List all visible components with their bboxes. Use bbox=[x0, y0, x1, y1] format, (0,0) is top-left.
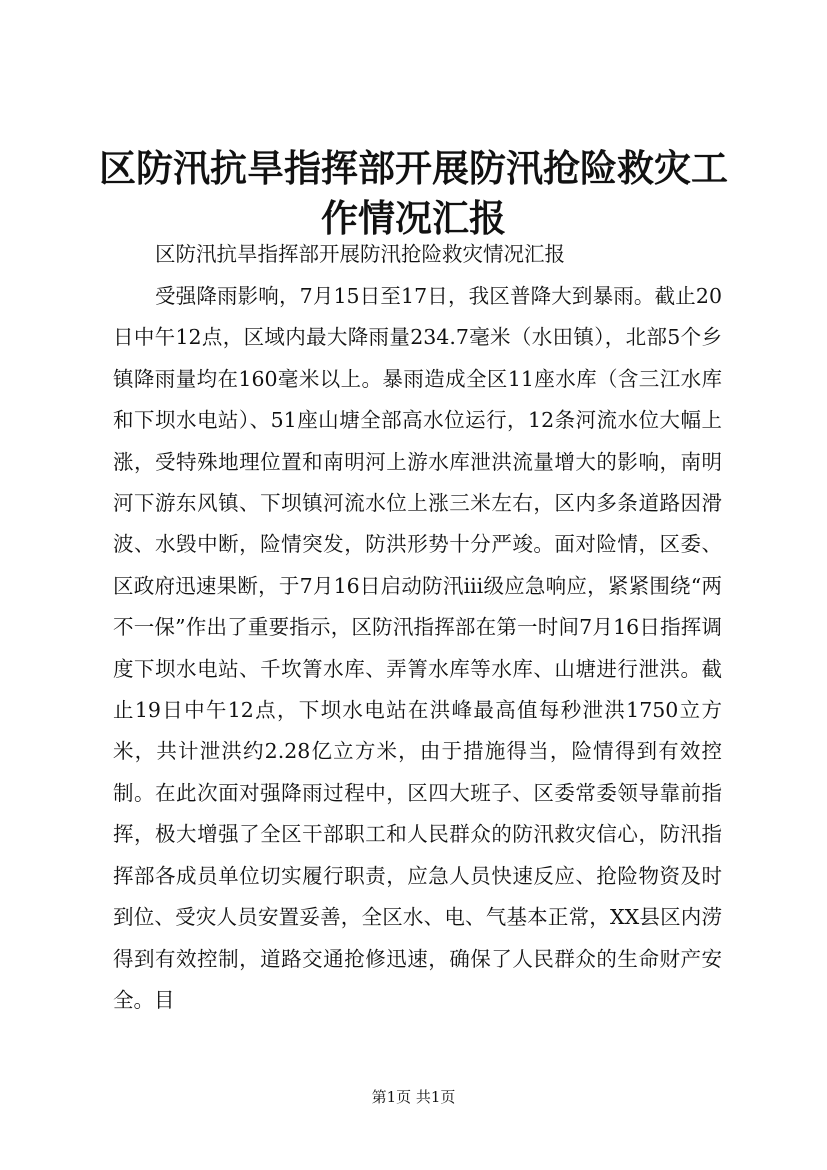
document-title: 区防汛抗旱指挥部开展防汛抢险救灾工作情况汇报 bbox=[99, 146, 728, 240]
document-subtitle: 区防汛抗旱指挥部开展防汛抢险救灾情况汇报 bbox=[155, 242, 565, 266]
body-paragraph: 受强降雨影响，7月15日至17日，我区普降大到暴雨。截止20日中午12点，区域内最大降雨量234.7毫米（水田镇），北部5个乡镇降雨量均在160毫米以上。暴雨造成全区11座水库（含三江水库和下坝水电站）、51座山塘全部高水位运行，12条河流水位大幅上涨，受特殊地理位置和南明河上游水库泄洪流量增大的影响，南明河下游东风镇、下坝镇河流水位上涨三米左右，区内多条道路因滑波、水毁中断，险情突发，防洪形势十分严竣。面对险情，区委、区政府迅速果断，于7月16日启动防汛iii级应急响应，紧紧围绕“两不一保”作出了重要指示，区防汛指挥部在第一时间7月16日指挥调度下坝水电站、千坎箐水库、弄箐水库等水库、山塘进行泄洪。截止19日中午12点，下坝水电站在洪峰最高值每秒泄洪1750立方米，共计泄洪约2.28亿立方米，由于措施得当，险情得到有效控制。在此次面对强降雨过程中，区四大班子、区委常委领导靠前指挥，极大增强了全区干部职工和人民群众的防汛救灾信心，防汛指挥部各成员单位切实履行职责，应急人员快速反应、抢险物资及时到位、受灾人员安置妥善，全区水、电、气基本正常，XX县区内涝得到有效控制，道路交通抢修迅速，确保了人民群众的生命财产安全。目 bbox=[113, 284, 722, 1012]
page-footer: 第1页 共1页 bbox=[371, 1088, 456, 1106]
